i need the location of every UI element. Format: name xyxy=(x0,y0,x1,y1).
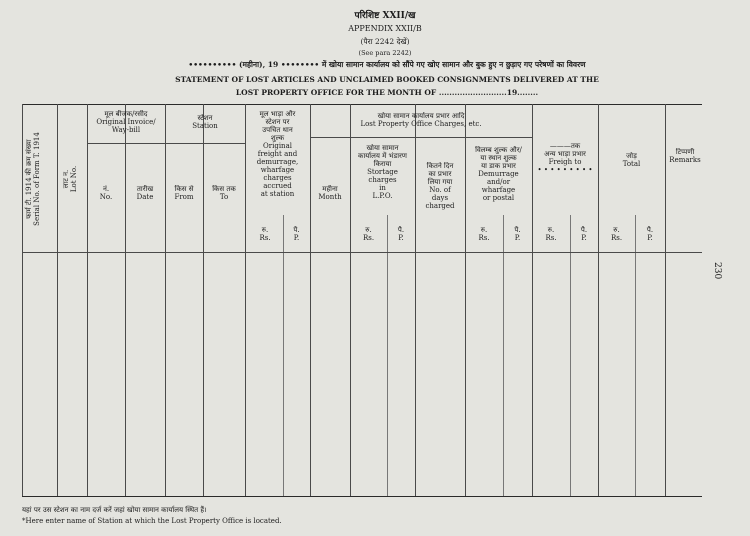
column-line xyxy=(165,104,166,496)
title-hindi: •••••••••• (महीना), 19 •••••••• में खोया सामान कार्यालय को सौंपे गए खोए सामान और बुक हुए न छुड़ाए गए परेषणों का विवरण xyxy=(188,60,586,69)
header-station: स्टेशन Station xyxy=(192,114,218,131)
para-reference-hindi: (पैरा 2242 देखें) xyxy=(360,37,410,46)
table-top-border xyxy=(22,104,702,105)
header-lot-no: लाट न. Lot No. xyxy=(62,165,79,193)
column-line xyxy=(22,104,23,496)
group-header-divider xyxy=(87,143,245,144)
group-header-divider xyxy=(310,137,532,138)
header-total: जोड़ Total xyxy=(622,152,641,169)
header-lpo-charges: खोया सामान कार्यालय प्रभार आदि Lost Property Office Charges, etc. xyxy=(360,112,482,129)
column-line xyxy=(310,104,311,496)
header-month: महीना Month xyxy=(318,185,342,202)
rs-p-divider xyxy=(283,215,284,496)
rs-p-divider xyxy=(503,215,504,496)
header-bottom-line xyxy=(22,252,702,253)
unit-p: पै. P. xyxy=(514,226,521,243)
header-station-from: किस से From xyxy=(174,185,194,202)
header-station-to: किस तक To xyxy=(212,185,236,202)
appendix-hindi: परिशिष्ट XXII/ख xyxy=(354,11,416,21)
header-invoice-no: नं. No. xyxy=(99,185,113,202)
unit-p: पै. P. xyxy=(646,226,654,243)
rs-p-divider xyxy=(570,215,571,496)
unit-p: पै. P. xyxy=(397,226,405,243)
header-original-invoice: मूल बीजक/रसीद Original Invoice/ Way-bill xyxy=(96,110,156,135)
table-bottom-border xyxy=(22,496,702,497)
column-line xyxy=(203,104,204,496)
unit-p: पै. P. xyxy=(293,226,300,243)
unit-p: पै. P. xyxy=(580,226,588,243)
page-number: 230 xyxy=(712,262,722,280)
header-serial-no: फार्म टी. 1914 की क्रम संख्या Serial No. of Form T. 1914 xyxy=(25,132,42,226)
unit-rs: रु. Rs. xyxy=(478,226,490,243)
header-remarks: टिप्पणी Remarks xyxy=(669,148,701,165)
header-days-charged: कितने दिन का प्रभार लिया गया No. of days charged xyxy=(425,162,455,211)
appendix-english: APPENDIX XXII/B xyxy=(348,24,422,33)
unit-rs: रु. Rs. xyxy=(259,226,271,243)
header-storage-charges: खोया सामान कार्यालय में भंडारण किराया Stortage charges in L.P.O. xyxy=(358,144,407,201)
title-english-line-1: STATEMENT OF LOST ARTICLES AND UNCLAIMED BOOKED CONSIGNMENTS DELIVERED AT THE xyxy=(175,75,599,84)
header-freight-to: ———तक अन्य भाड़ा प्रभार Freigh to • • • • • • • • • xyxy=(537,142,593,175)
footnote-hindi: यहां पर उस स्टेशन का नाम दर्ज करें जहां खोया सामान कार्यालय स्थित हैं। xyxy=(22,506,207,514)
para-reference-english: (See para 2242) xyxy=(358,49,412,57)
column-line xyxy=(57,104,58,496)
rs-p-divider xyxy=(387,215,388,496)
unit-rs: रु. Rs. xyxy=(545,226,557,243)
column-line xyxy=(87,104,88,496)
column-line xyxy=(125,104,126,496)
title-english-line-2: LOST PROPERTY OFFICE FOR THE MONTH OF ..........................19........ xyxy=(235,88,539,97)
header-invoice-date: तारीख Date xyxy=(136,185,154,202)
header-original-freight: मूल भाड़ा और स्टेशन पर उपचित थान शुल्क Original freight and demurrage, wharfage charges accrued at station xyxy=(256,110,299,199)
footnote-english: *Here enter name of Station at which the Lost Property Office is located. xyxy=(22,517,282,525)
rs-p-divider xyxy=(635,215,636,496)
unit-rs: रु. Rs. xyxy=(610,226,623,243)
header-demurrage: विलम्ब शुल्क और/ या स्थान शुल्क या डाक प्रभार Demurrage and/or wharfage or postal xyxy=(475,146,522,203)
unit-rs: रु. Rs. xyxy=(362,226,375,243)
